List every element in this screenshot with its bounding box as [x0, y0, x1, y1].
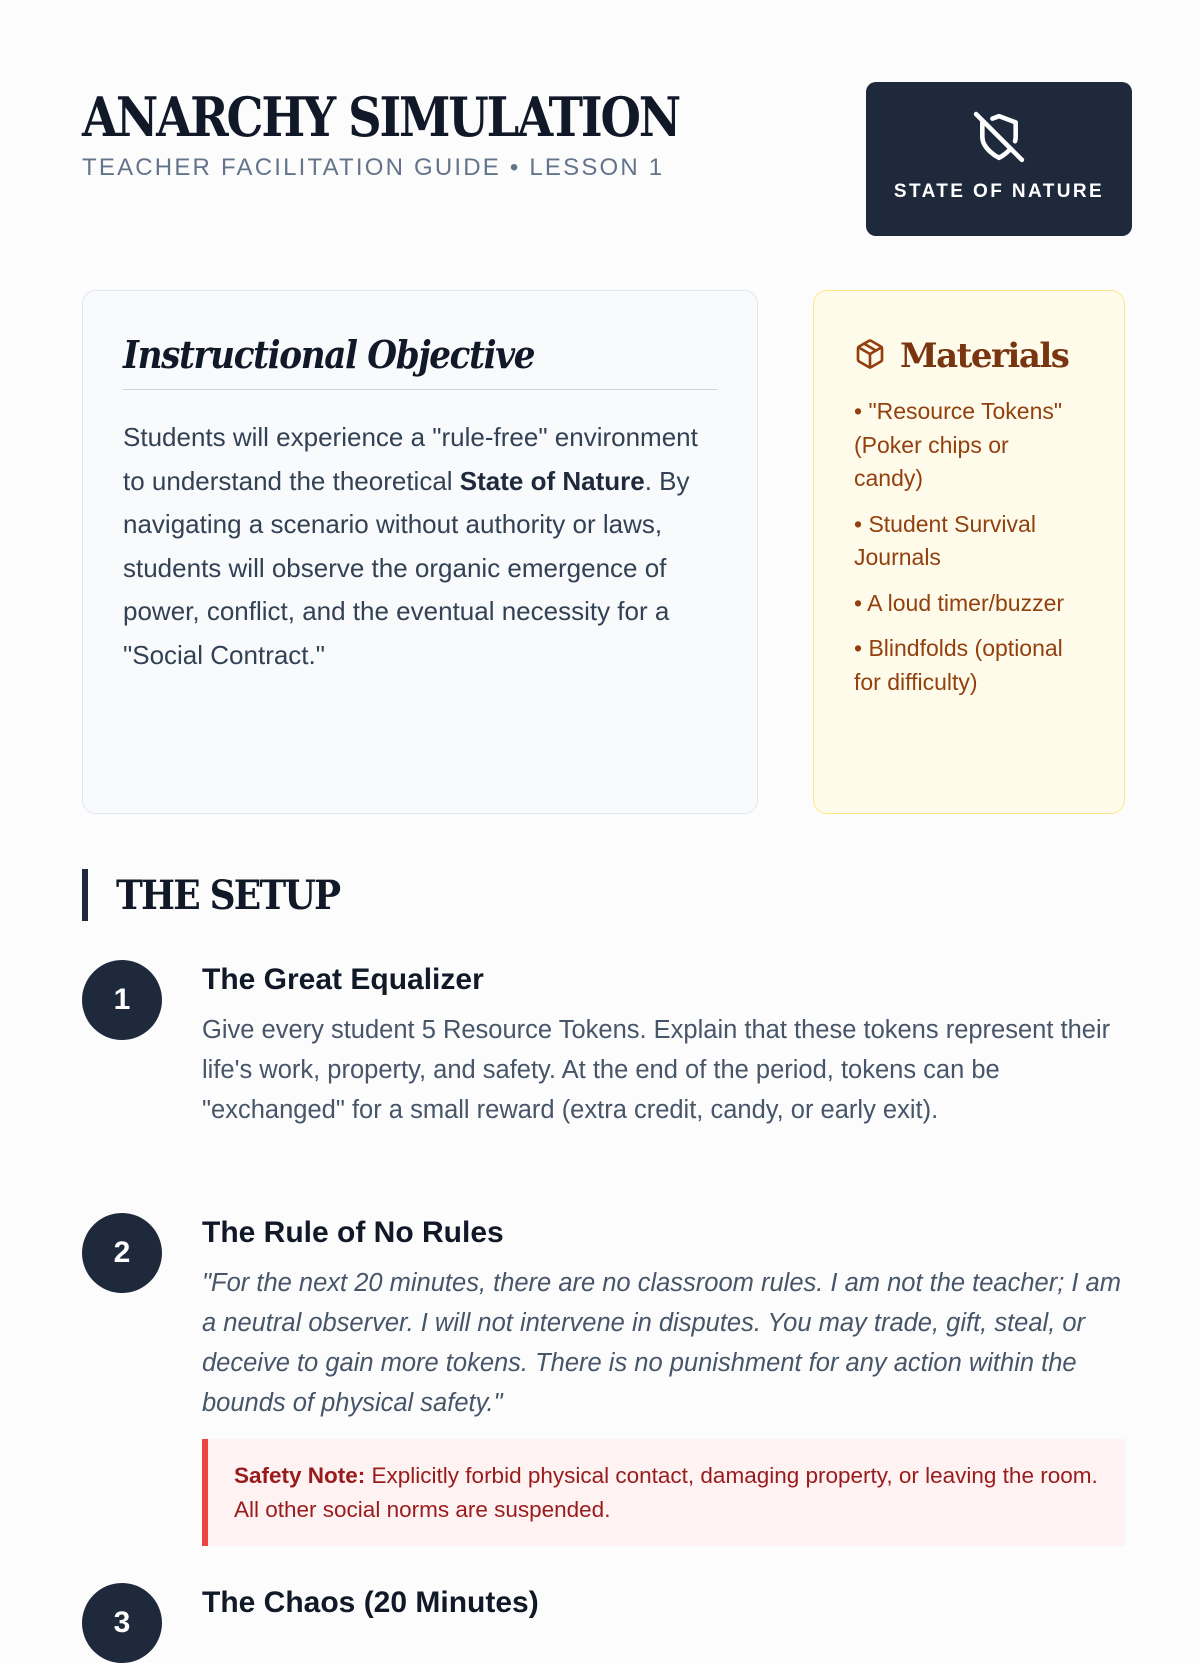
materials-card	[813, 290, 1125, 814]
materials-header	[854, 335, 1084, 377]
setup-section-header	[82, 869, 682, 921]
materials-item: • A loud timer/buzzer	[854, 589, 1065, 616]
objective-text-end: . By navigating a scenario without authority or laws, students will observe the organic emergence of power, conflict, and the eventual necessity for a "Social Contract."	[123, 465, 690, 670]
page-header	[82, 82, 1132, 237]
step-number: 1	[82, 960, 162, 1040]
materials-title: Materials	[900, 336, 1069, 376]
section-title: THE SETUP	[116, 871, 340, 919]
objective-card	[82, 290, 758, 814]
objective-text	[123, 416, 717, 678]
safety-note-label: Safety Note:	[234, 1463, 366, 1488]
materials-item: • Blindfolds (optional for difficulty)	[854, 635, 1063, 695]
materials-item: • Student Survival Journals	[854, 510, 1036, 570]
step-title: The Chaos (20 Minutes)	[202, 1586, 539, 1619]
page-subtitle: TEACHER FACILITATION GUIDE • LESSON 1	[82, 154, 665, 181]
materials-item: • "Resource Tokens" (Poker chips or candy)	[854, 398, 1063, 491]
shield-off-icon	[974, 116, 1024, 167]
safety-note-text: Explicitly forbid physical contact, damaging property, or leaving the room. All other social norms are suspended.	[234, 1463, 1098, 1522]
objective-text-emphasis: State of Nature	[459, 465, 645, 496]
objective-divider	[123, 389, 717, 390]
safety-note	[202, 1439, 1125, 1546]
state-of-nature-badge	[866, 82, 1132, 236]
package-icon	[854, 338, 886, 375]
step-title: The Rule of No Rules	[202, 1216, 504, 1249]
step-quote: "For the next 20 minutes, there are no classroom rules. I am not the teacher; I am a neutral observer. I will not intervene in disputes. You may trade, gift, steal, or deceive to gain more tokens. There is no punishment for any action within the bounds of physical safety."	[202, 1269, 1121, 1417]
objective-text-start: Students will experience a "rule-free" environment to understand the theoretical	[123, 422, 698, 496]
step-body	[202, 1583, 1125, 1623]
page-title: ANARCHY SIMULATION	[82, 85, 680, 149]
step-number: 2	[82, 1213, 162, 1293]
step-title: The Great Equalizer	[202, 963, 484, 996]
step-text: Give every student 5 Resource Tokens. Explain that these tokens represent their life's work, property, and safety. At the end of the period, tokens can be "exchanged" for a small reward (extra credit, candy, or early exit).	[202, 1016, 1111, 1124]
step-number: 3	[82, 1583, 162, 1663]
objective-title: Instructional Objective	[123, 332, 535, 377]
materials-list	[854, 395, 1084, 699]
badge-label: STATE OF NATURE	[893, 180, 1105, 202]
step-body	[202, 960, 1125, 1130]
step-body	[202, 1213, 1125, 1546]
